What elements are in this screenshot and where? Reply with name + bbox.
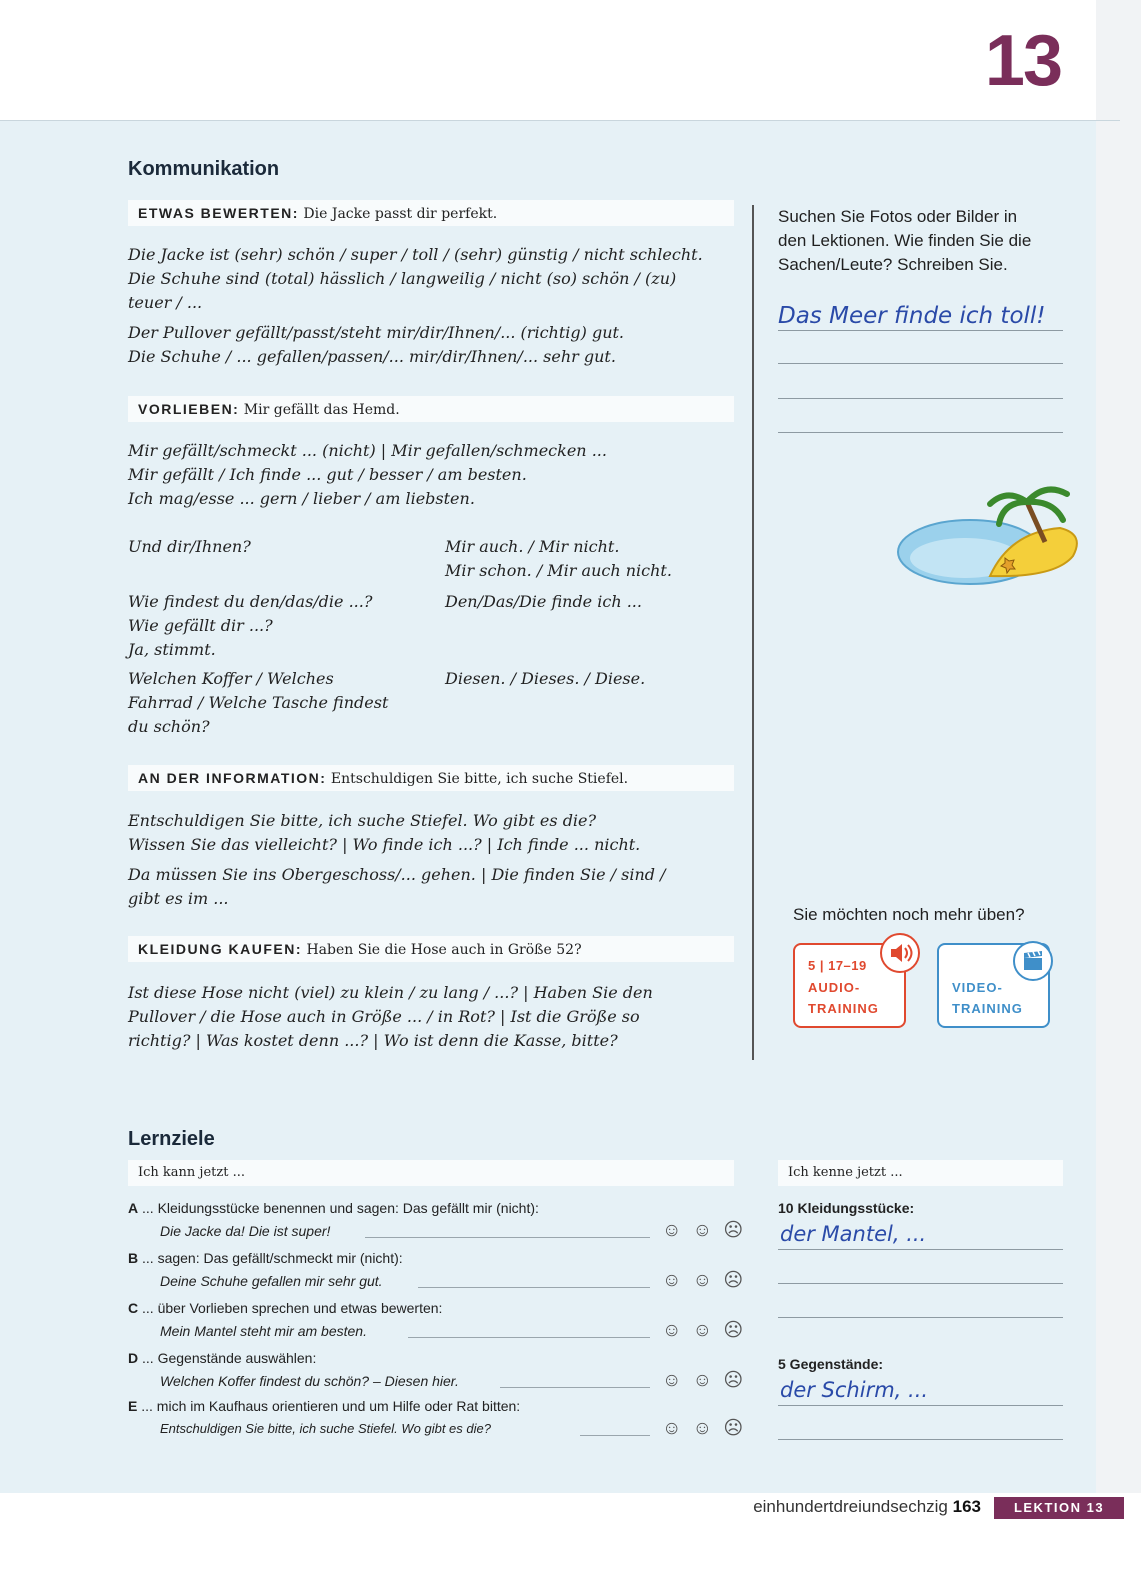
writing-line[interactable] <box>778 363 1063 364</box>
writing-line[interactable] <box>778 1249 1063 1250</box>
vocab-label: 5 Gegenstände: <box>778 1356 884 1372</box>
phrase-answer: Diesen. / Dieses. / Diese. <box>445 669 646 688</box>
band-example: Entschuldigen Sie bitte, ich suche Stiefel. <box>330 771 629 787</box>
subsection-band <box>128 765 734 791</box>
audio-label-1: AUDIO- <box>808 980 861 995</box>
phrase-question: du schön? <box>128 717 210 736</box>
video-label-1: VIDEO- <box>952 980 1003 995</box>
phrase-line: Da müssen Sie ins Obergeschoss/... gehen. | Die finden Sie / sind / <box>128 865 666 884</box>
phrase-line: teuer / ... <box>128 293 203 312</box>
page-number-digits: 163 <box>952 1497 981 1516</box>
phrase-question: Wie gefällt dir ...? <box>128 616 273 635</box>
lernziele-intro-text: Ich kann jetzt ... <box>138 1165 245 1180</box>
subsection-band <box>128 200 734 226</box>
phrase-question: Und dir/Ihnen? <box>128 537 251 556</box>
phrase-line: Ist diese Hose nicht (viel) zu klein / zu lang / ...? | Haben Sie den <box>128 983 653 1002</box>
phrase-question: Welchen Koffer / Welches <box>128 669 334 688</box>
page-number-word: einhundertdreiundsechzig <box>753 1497 948 1516</box>
phrase-answer: Mir auch. / Mir nicht. <box>445 537 620 556</box>
answer-line[interactable] <box>365 1237 650 1238</box>
goal-example: Deine Schuhe gefallen mir sehr gut. <box>160 1273 383 1289</box>
answer-line[interactable] <box>500 1387 650 1388</box>
page-header <box>0 0 1141 120</box>
goal-example: Entschuldigen Sie bitte, ich suche Stiefel. Wo gibt es die? <box>160 1421 491 1436</box>
phrase-line: Der Pullover gefällt/passt/steht mir/dir/Ihnen/... (richtig) gut. <box>128 323 625 342</box>
band-example: Haben Sie die Hose auch in Größe 52? <box>306 942 582 958</box>
goal-letter: E <box>128 1398 138 1414</box>
kenne-intro <box>778 1160 1063 1186</box>
phrase-answer: Den/Das/Die finde ich ... <box>445 592 642 611</box>
island-illustration <box>895 480 1090 600</box>
chapter-number: 13 <box>984 21 1061 101</box>
phrase-question: Ja, stimmt. <box>128 640 216 659</box>
goal-text: ... sagen: Das gefällt/schmeckt mir (nicht): <box>142 1250 403 1266</box>
phrase-line: Mir gefällt/schmeckt ... (nicht) | Mir gefallen/schmecken ... <box>128 441 607 460</box>
handwritten-answer: Das Meer finde ich toll! <box>778 303 1046 329</box>
phrase-line: Pullover / die Hose auch in Größe ... / in Rot? | Ist die Größe so <box>128 1007 640 1026</box>
band-label: AN DER INFORMATION: <box>138 770 327 786</box>
handwritten-vocab: der Schirm, ... <box>780 1378 929 1402</box>
answer-line[interactable] <box>580 1435 650 1436</box>
handwritten-vocab: der Mantel, ... <box>780 1222 927 1246</box>
sidebar-task-line: Suchen Sie Fotos oder Bilder in <box>778 207 1018 226</box>
page-number <box>753 1497 981 1517</box>
band-label: KLEIDUNG KAUFEN: <box>138 941 302 957</box>
goal-letter: C <box>128 1300 139 1316</box>
band-label: ETWAS BEWERTEN: <box>138 205 299 221</box>
phrase-line: Entschuldigen Sie bitte, ich suche Stiefel. Wo gibt es die? <box>128 811 597 830</box>
writing-line[interactable] <box>778 1439 1063 1440</box>
answer-line[interactable] <box>408 1337 650 1338</box>
self-assessment-smileys[interactable]: ☺ ☺ ☹ <box>662 1220 747 1241</box>
goal-text: ... über Vorlieben sprechen und etwas bewerten: <box>142 1300 443 1316</box>
subsection-band <box>128 396 734 422</box>
sidebar-task-line: den Lektionen. Wie finden Sie die <box>778 231 1032 250</box>
audio-track-ref: 5 | 17–19 <box>808 958 867 973</box>
phrase-line: Die Schuhe sind (total) hässlich / langweilig / nicht (so) schön / (zu) <box>128 269 677 288</box>
self-assessment-smileys[interactable]: ☺ ☺ ☹ <box>662 1270 747 1291</box>
writing-line[interactable] <box>778 1317 1063 1318</box>
vocab-label: 10 Kleidungsstücke: <box>778 1200 915 1216</box>
writing-line[interactable] <box>778 1405 1063 1406</box>
goal-item <box>128 1350 316 1366</box>
practice-question: Sie möchten noch mehr üben? <box>793 905 1025 924</box>
goal-text: ... Gegenstände auswählen: <box>142 1350 317 1366</box>
column-divider <box>752 205 754 1060</box>
header-divider <box>0 120 1120 121</box>
goal-letter: D <box>128 1350 139 1366</box>
self-assessment-smileys[interactable]: ☺ ☺ ☹ <box>662 1370 747 1391</box>
self-assessment-smileys[interactable]: ☺ ☺ ☹ <box>662 1418 747 1439</box>
phrase-question: Fahrrad / Welche Tasche findest <box>128 693 389 712</box>
phrase-answer: Mir schon. / Mir auch nicht. <box>445 561 672 580</box>
goal-letter: A <box>128 1200 139 1216</box>
lernziele-intro <box>128 1160 734 1186</box>
goal-item <box>128 1300 442 1316</box>
page-edge <box>1096 0 1141 1583</box>
sidebar-task-line: Sachen/Leute? Schreiben Sie. <box>778 255 1008 274</box>
clapperboard-icon <box>1013 941 1053 981</box>
answer-line[interactable] <box>418 1287 650 1288</box>
band-example: Mir gefällt das Hemd. <box>243 402 400 418</box>
phrase-line: Ich mag/esse ... gern / lieber / am liebsten. <box>128 489 475 508</box>
audio-label-2: TRAINING <box>808 1001 879 1016</box>
phrase-line: Mir gefällt / Ich finde ... gut / besser / am besten. <box>128 465 527 484</box>
writing-line[interactable] <box>778 330 1063 331</box>
subsection-band <box>128 936 734 962</box>
section-title: Kommunikation <box>128 158 280 180</box>
writing-line[interactable] <box>778 1283 1063 1284</box>
goal-item <box>128 1200 539 1216</box>
phrase-line: Die Jacke ist (sehr) schön / super / toll / (sehr) günstig / nicht schlecht. <box>128 245 703 264</box>
goal-example: Welchen Koffer findest du schön? – Diesen hier. <box>160 1373 459 1389</box>
lektion-tab: LEKTION 13 <box>994 1497 1124 1519</box>
band-example: Die Jacke passt dir perfekt. <box>303 206 498 222</box>
band-label: VORLIEBEN: <box>138 401 240 417</box>
writing-line[interactable] <box>778 398 1063 399</box>
phrase-line: Die Schuhe / ... gefallen/passen/... mir/dir/Ihnen/... sehr gut. <box>128 347 616 366</box>
phrase-line: richtig? | Was kostet denn ...? | Wo ist denn die Kasse, bitte? <box>128 1031 618 1050</box>
phrase-line: gibt es im ... <box>128 889 229 908</box>
video-label-2: TRAINING <box>952 1001 1023 1016</box>
goal-letter: B <box>128 1250 139 1266</box>
kenne-intro-text: Ich kenne jetzt ... <box>788 1165 903 1180</box>
goal-text: ... mich im Kaufhaus orientieren und um Hilfe oder Rat bitten: <box>141 1398 521 1414</box>
phrase-line: Wissen Sie das vielleicht? | Wo finde ich ...? | Ich finde ... nicht. <box>128 835 641 854</box>
writing-line[interactable] <box>778 432 1063 433</box>
lernziele-title: Lernziele <box>128 1128 215 1150</box>
speaker-icon <box>880 933 920 973</box>
self-assessment-smileys[interactable]: ☺ ☺ ☹ <box>662 1320 747 1341</box>
goal-item <box>128 1398 520 1414</box>
goal-example: Die Jacke da! Die ist super! <box>160 1223 331 1239</box>
phrase-question: Wie findest du den/das/die ...? <box>128 592 373 611</box>
goal-example: Mein Mantel steht mir am besten. <box>160 1323 367 1339</box>
goal-text: ... Kleidungsstücke benennen und sagen: Das gefällt mir (nicht): <box>142 1200 539 1216</box>
goal-item <box>128 1250 403 1266</box>
